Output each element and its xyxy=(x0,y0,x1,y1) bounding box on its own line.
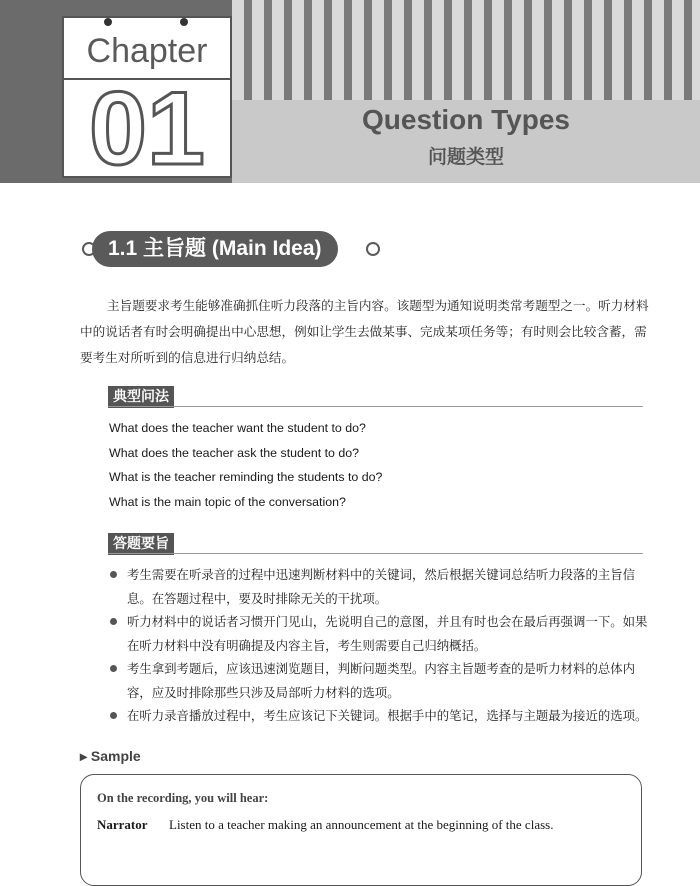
section-title: 1.1 主旨题 (Main Idea) xyxy=(92,231,338,267)
heading-rule xyxy=(108,406,643,407)
tips-list xyxy=(110,563,648,728)
tips-heading: 答题要旨 xyxy=(108,533,174,555)
typical-questions-heading: 典型问法 xyxy=(108,386,174,408)
chapter-card xyxy=(62,16,232,187)
bullet-icon xyxy=(110,571,117,578)
intro-paragraph: 主旨题要求考生能够准确抓住听力段落的主旨内容。该题型为通知说明类常考题型之一。听力材料中的说话者有时会明确提出中心思想，例如让学生去做某事、完成某项任务等；有时则会比较含蓄，需要考生对所听到的信息进行归纳总结。 xyxy=(80,298,649,365)
chapter-number: 01 xyxy=(89,71,205,187)
chapter-title-en: Question Types xyxy=(362,104,570,135)
list-item: What does the teacher ask the student to do? xyxy=(109,445,360,460)
speaker-line: Listen to a teacher making an announcement at the beginning of the class. xyxy=(169,817,554,832)
bullet-icon xyxy=(110,618,117,625)
chapter-banner xyxy=(0,0,700,187)
list-item: What is the main topic of the conversation? xyxy=(109,494,346,509)
speaker-label: Narrator xyxy=(97,817,148,832)
bullet-icon xyxy=(110,665,117,672)
chapter-title-zh: 问题类型 xyxy=(427,146,504,168)
chapter-label: Chapter xyxy=(86,32,208,70)
card-ring-icon xyxy=(104,18,112,26)
recording-label: On the recording, you will hear: xyxy=(97,791,269,805)
section-intro xyxy=(80,293,650,371)
list-item: What does the teacher want the student to do? xyxy=(109,421,366,435)
sample-heading: ▸ Sample xyxy=(80,748,141,764)
card-ring-icon xyxy=(180,18,188,26)
heading-rule xyxy=(108,553,643,554)
list-item: What is the teacher reminding the students to do? xyxy=(109,470,383,484)
banner-stripes xyxy=(232,0,700,100)
bullet-icon xyxy=(110,712,117,719)
tip-text: 考生拿到考题后，应该迅速浏览题目，判断问题类型。内容主旨题考查的是听力材料的总体内容，应及时排除那些只涉及局部听力材料的选项。 xyxy=(127,661,636,700)
list-item xyxy=(110,704,648,728)
tip-text: 在听力录音播放过程中，考生应该记下关键词。根据手中的笔记，选择与主题最为接近的选项。 xyxy=(127,708,648,723)
list-item xyxy=(110,610,648,657)
typical-questions-list xyxy=(109,416,649,514)
list-item xyxy=(110,563,648,610)
tip-text: 考生需要在听录音的过程中迅速判断材料中的关键词，然后根据关键词总结听力段落的主旨信息。在答题过程中，要及时排除无关的干扰项。 xyxy=(127,567,636,606)
list-item xyxy=(110,657,648,704)
pill-right-dot-icon xyxy=(366,242,380,256)
tip-text: 听力材料中的说话者习惯开门见山，先说明自己的意图，并且有时也会在最后再强调一下。如果在听力材料中没有明确提及内容主旨，考生则需要自己归纳概括。 xyxy=(127,614,648,653)
